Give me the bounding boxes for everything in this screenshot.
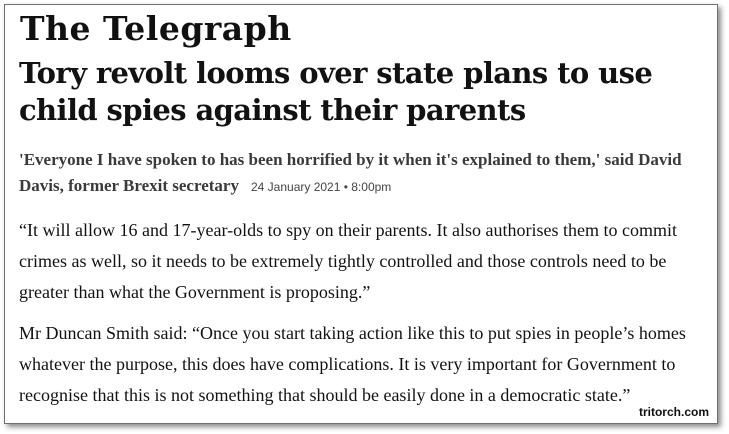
screenshot-frame xyxy=(4,4,718,424)
article-dateline: 24 January 2021 • 8:00pm xyxy=(250,180,392,194)
article-standfirst xyxy=(19,147,709,200)
article-headline: Tory revolt looms over state plans to use child spies against their parents xyxy=(19,56,653,127)
article-paragraph: “It will allow 16 and 17-year-olds to spy on their parents. It also authorises them to commit crimes as well, so it needs to be extremely tightly controlled and those controls need to be greater than what the Government is proposing.” xyxy=(19,220,678,302)
article-paragraph: Mr Duncan Smith said: “Once you start taking action like this to put spies in people’s homes whatever the purpose, this does have complications. It is very important for Government to recognise that this is not something that should be easily done in a democratic state.” xyxy=(19,323,686,405)
standfirst-text: 'Everyone I have spoken to has been horrified by it when it's explained to them,' said David Davis, former Brexit secretary xyxy=(19,150,682,195)
masthead-logo[interactable]: The Telegraph xyxy=(20,9,292,48)
source-watermark: tritorch.com xyxy=(638,405,709,419)
